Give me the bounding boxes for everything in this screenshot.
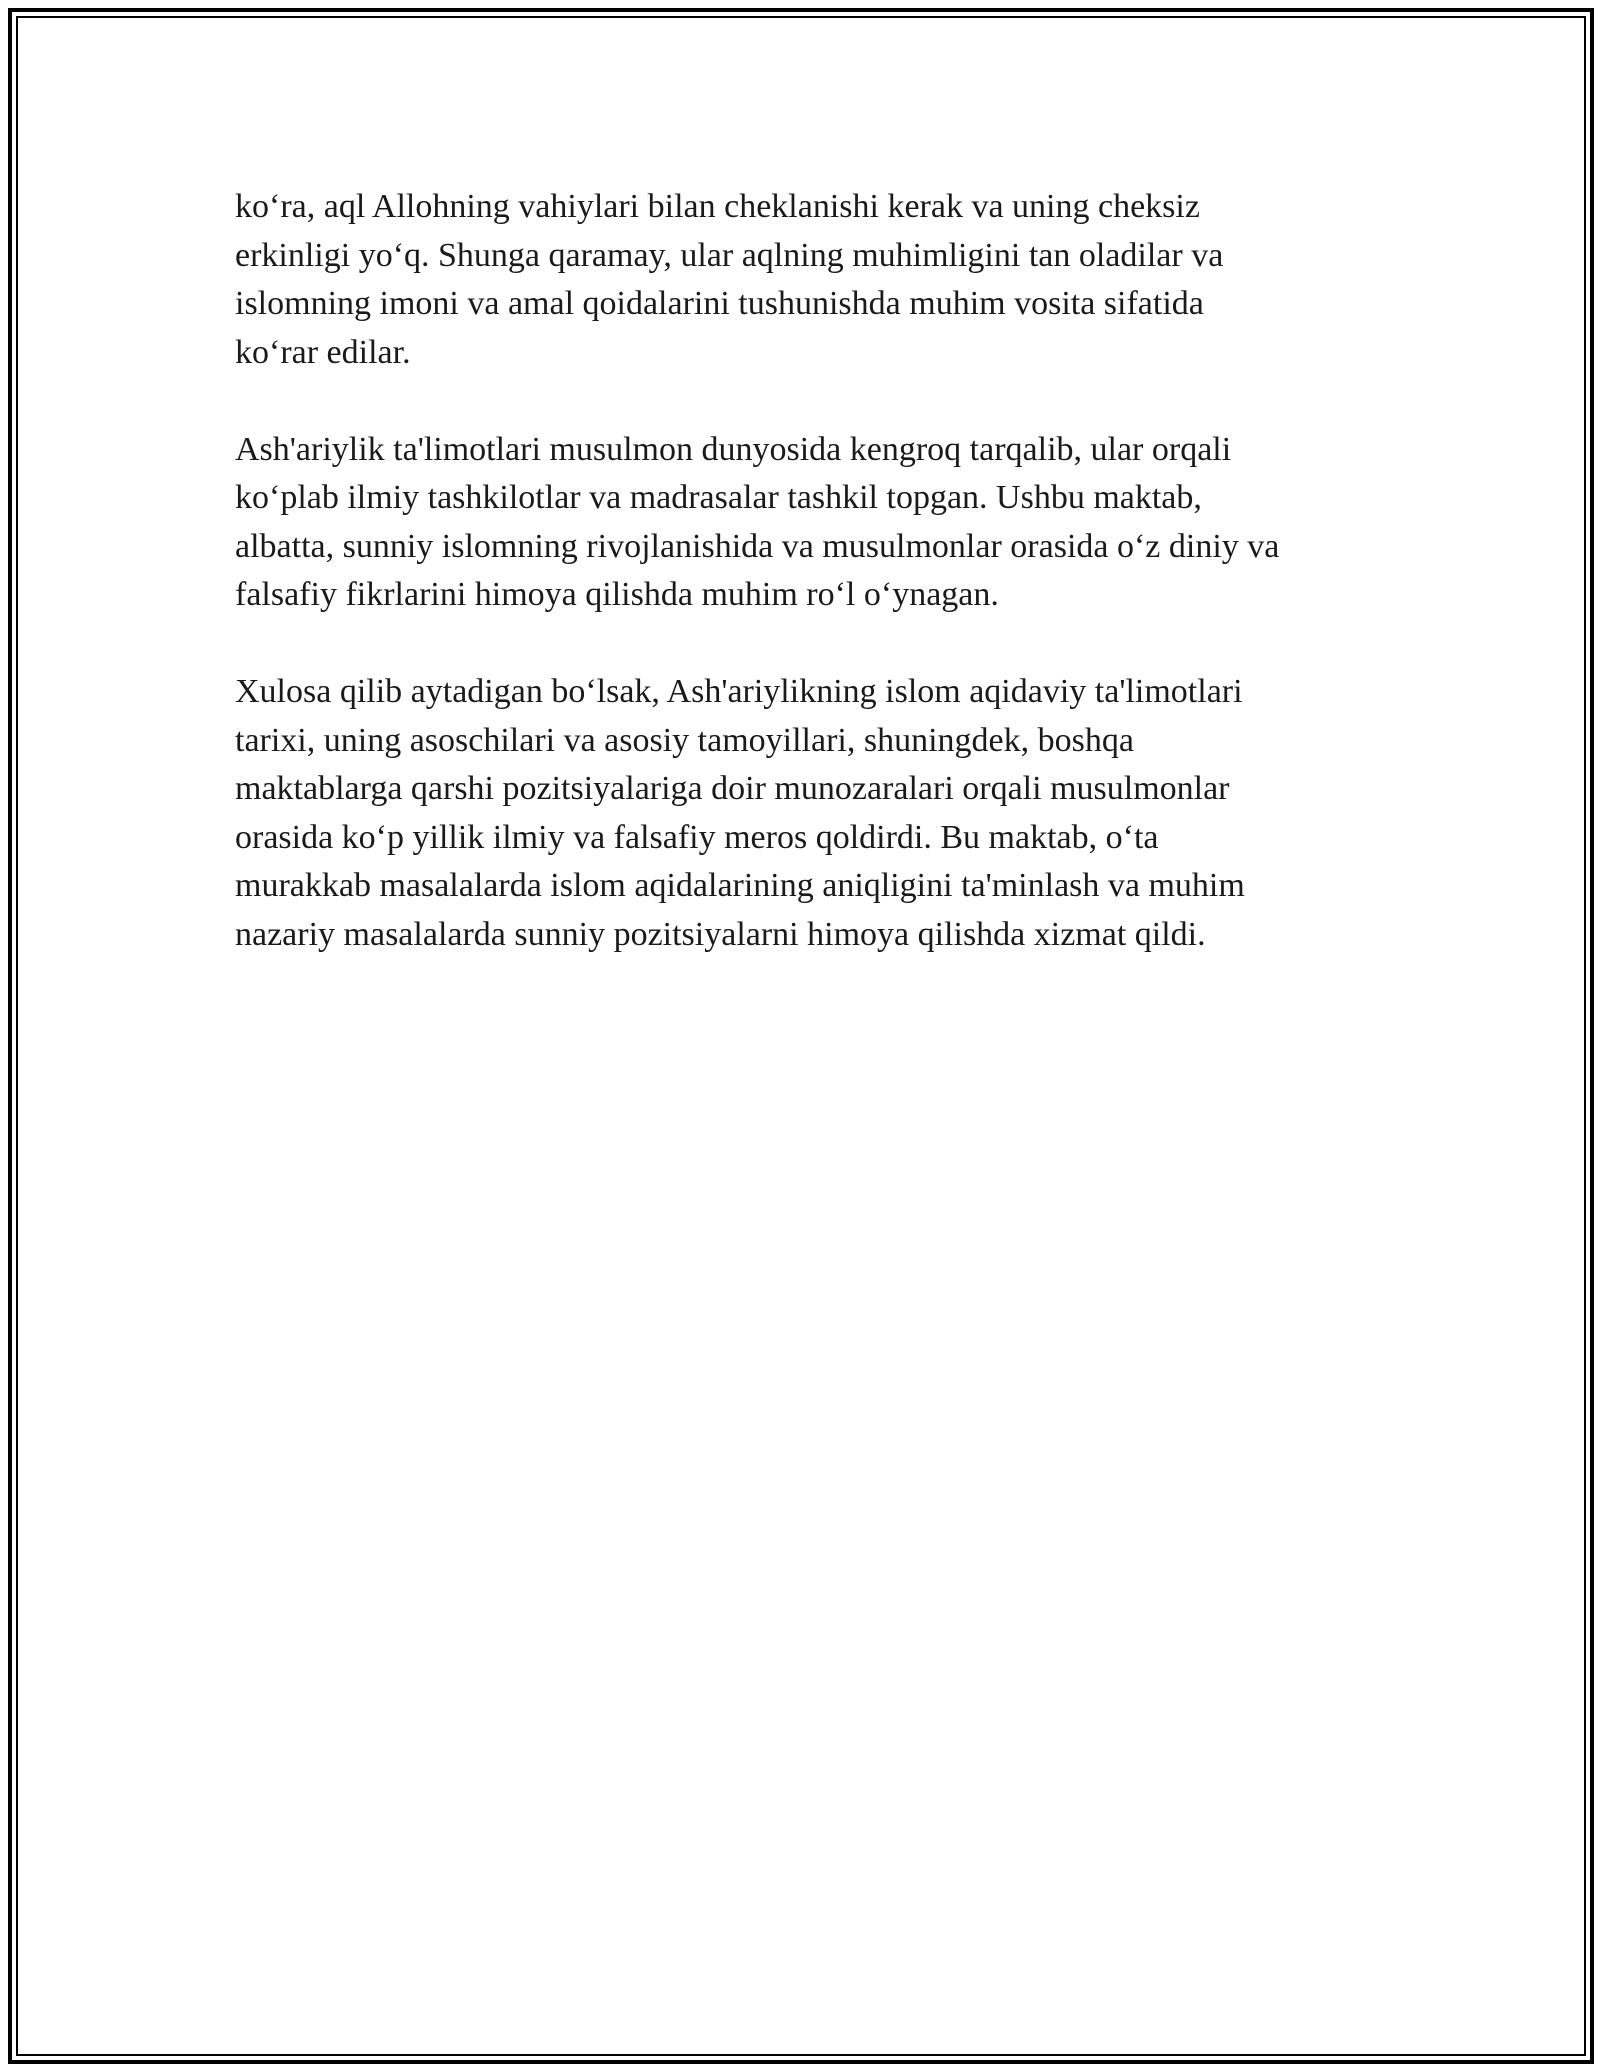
text-line: ko‘ra, aql Allohning vahiylari bilan cheklanishi kerak va uning cheksiz	[235, 188, 1200, 225]
text-line: erkinligi yo‘q. Shunga qaramay, ular aqlning muhimligini tan oladilar va	[235, 236, 1224, 274]
paragraph-2	[235, 426, 1415, 620]
text-line: ko‘plab ilmiy tashkilotlar va madrasalar tashkil topgan. Ushbu maktab,	[235, 479, 1202, 516]
text-line: Xulosa qilib aytadigan bo‘lsak, Ash'ariylikning islom aqidaviy ta'limotlari	[235, 673, 1243, 710]
text-line: orasida ko‘p yillik ilmiy va falsafiy meros qoldirdi. Bu maktab, o‘ta	[235, 818, 1159, 856]
text-line: maktablarga qarshi pozitsiyalariga doir munozaralari orqali musulmonlar	[235, 770, 1230, 807]
text-line: albatta, sunniy islomning rivojlanishida va musulmonlar orasida o‘z diniy va	[235, 527, 1280, 565]
text-line: Ash'ariylik ta'limotlari musulmon dunyosida kengroq tarqalib, ular orqali	[235, 430, 1232, 468]
paragraph-3	[235, 668, 1415, 959]
text-line: ko‘rar edilar.	[235, 333, 411, 371]
paragraph-1	[235, 183, 1415, 377]
text-line: falsafiy fikrlarini himoya qilishda muhim ro‘l o‘ynagan.	[235, 576, 999, 613]
text-line: islomning imoni va amal qoidalarini tushunishda muhim vosita sifatida	[235, 285, 1204, 322]
text-line: tarixi, uning asoschilari va asosiy tamoyillari, shuningdek, boshqa	[235, 721, 1134, 759]
text-line: murakkab masalalarda islom aqidalarining aniqligini ta'minlash va muhim	[235, 867, 1245, 904]
document-body	[235, 183, 1415, 1008]
text-line: nazariy masalalarda sunniy pozitsiyalarni himoya qilishda xizmat qildi.	[235, 915, 1206, 953]
